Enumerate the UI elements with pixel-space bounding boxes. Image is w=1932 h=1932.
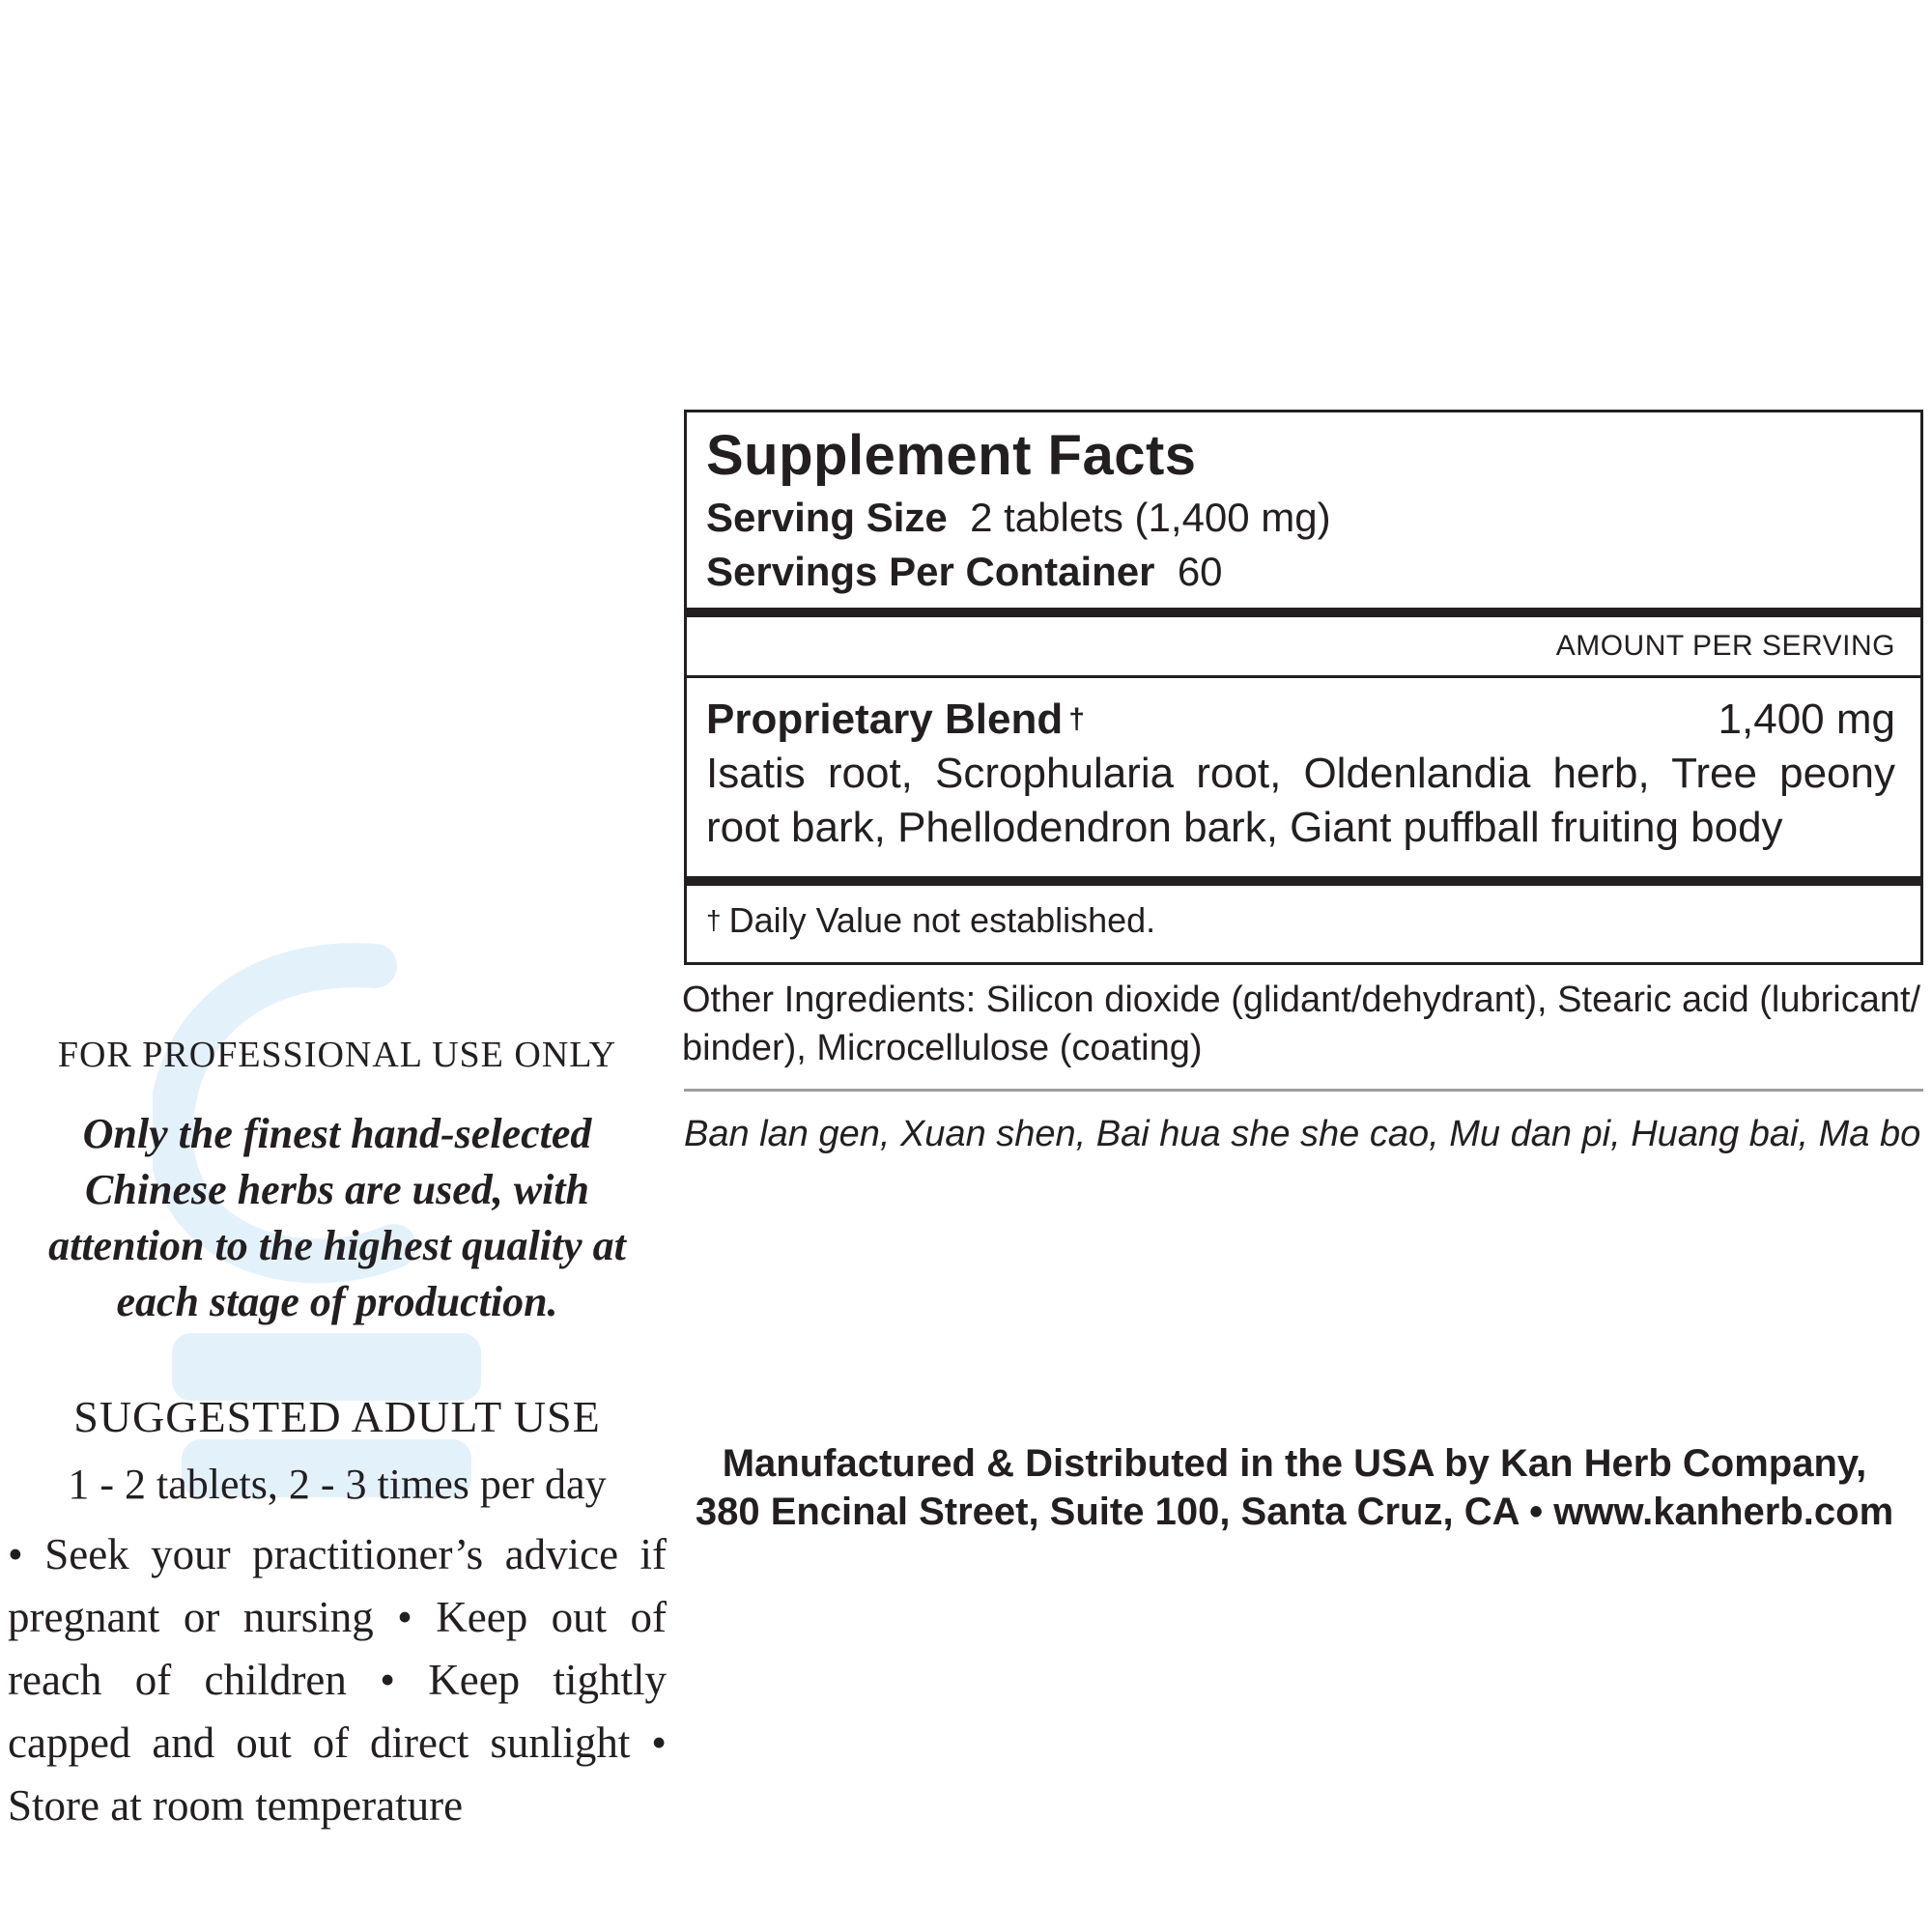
manufacturer-info bbox=[667, 1439, 1922, 1536]
daily-value-note bbox=[706, 895, 1155, 946]
suggested-use-text: 1 - 2 tablets, 2 - 3 times per day bbox=[68, 1461, 607, 1508]
thin-divider bbox=[687, 675, 1920, 678]
amount-per-serving-header: AMOUNT PER SERVING bbox=[1555, 630, 1895, 662]
servings-per-container-label: Servings Per Container bbox=[706, 549, 1155, 594]
thick-divider bbox=[687, 608, 1920, 617]
proprietary-blend-amount: 1,400 mg bbox=[1718, 696, 1895, 743]
dagger-mark: † bbox=[1068, 703, 1085, 735]
quality-tagline: Only the finest hand-selected Chinese herbs are used, with attention to the highest quality at each stage of production. bbox=[48, 1110, 626, 1325]
professional-use-notice: FOR PROFESSIONAL USE ONLY bbox=[57, 1035, 617, 1075]
usage-panel bbox=[8, 406, 667, 1837]
servings-per-container-value: 60 bbox=[1177, 549, 1223, 594]
suggested-use-heading: SUGGESTED ADULT USE bbox=[73, 1392, 601, 1441]
warnings-text: • Seek your practitioner’s advice if pregnant or nursing • Keep out of reach of children • Keep tightly capped and out of direct sunlight • Store at room temperature bbox=[8, 1530, 667, 1830]
dagger-mark: † bbox=[706, 905, 722, 935]
blend-name: Proprietary Blend bbox=[706, 696, 1064, 743]
separator-line bbox=[684, 1089, 1923, 1092]
serving-size-value: 2 tablets (1,400 mg) bbox=[970, 495, 1331, 540]
other-ingredients: Other Ingredients: Silicon dioxide (glidant/dehydrant), Stearic acid (lubricant/ binder), Microcellulose (coating) bbox=[682, 980, 1921, 1068]
manufacturer-line-1: Manufactured & Distributed in the USA by Kan Herb Company, bbox=[722, 1442, 1867, 1485]
supplement-facts-title: Supplement Facts bbox=[706, 424, 1197, 487]
daily-value-text: Daily Value not established. bbox=[728, 900, 1156, 940]
pinyin-herb-names: Ban lan gen, Xuan shen, Bai hua she she cao, Mu dan pi, Huang bai, Ma bo bbox=[684, 1114, 1921, 1154]
blend-ingredients: Isatis root, Scrophularia root, Oldenlandia herb, Tree peony root bark, Phellodendron bark, Giant puffball fruiting body bbox=[706, 750, 1895, 851]
supplement-facts-panel bbox=[684, 410, 1923, 965]
proprietary-blend-label bbox=[706, 693, 1085, 747]
servings-per-container-row bbox=[706, 546, 1223, 598]
manufacturer-line-2: 380 Encinal Street, Suite 100, Santa Cruz, CA • www.kanherb.com bbox=[695, 1491, 1894, 1533]
serving-size-row bbox=[706, 492, 1331, 544]
thick-divider bbox=[687, 876, 1920, 886]
serving-size-label: Serving Size bbox=[706, 495, 948, 540]
